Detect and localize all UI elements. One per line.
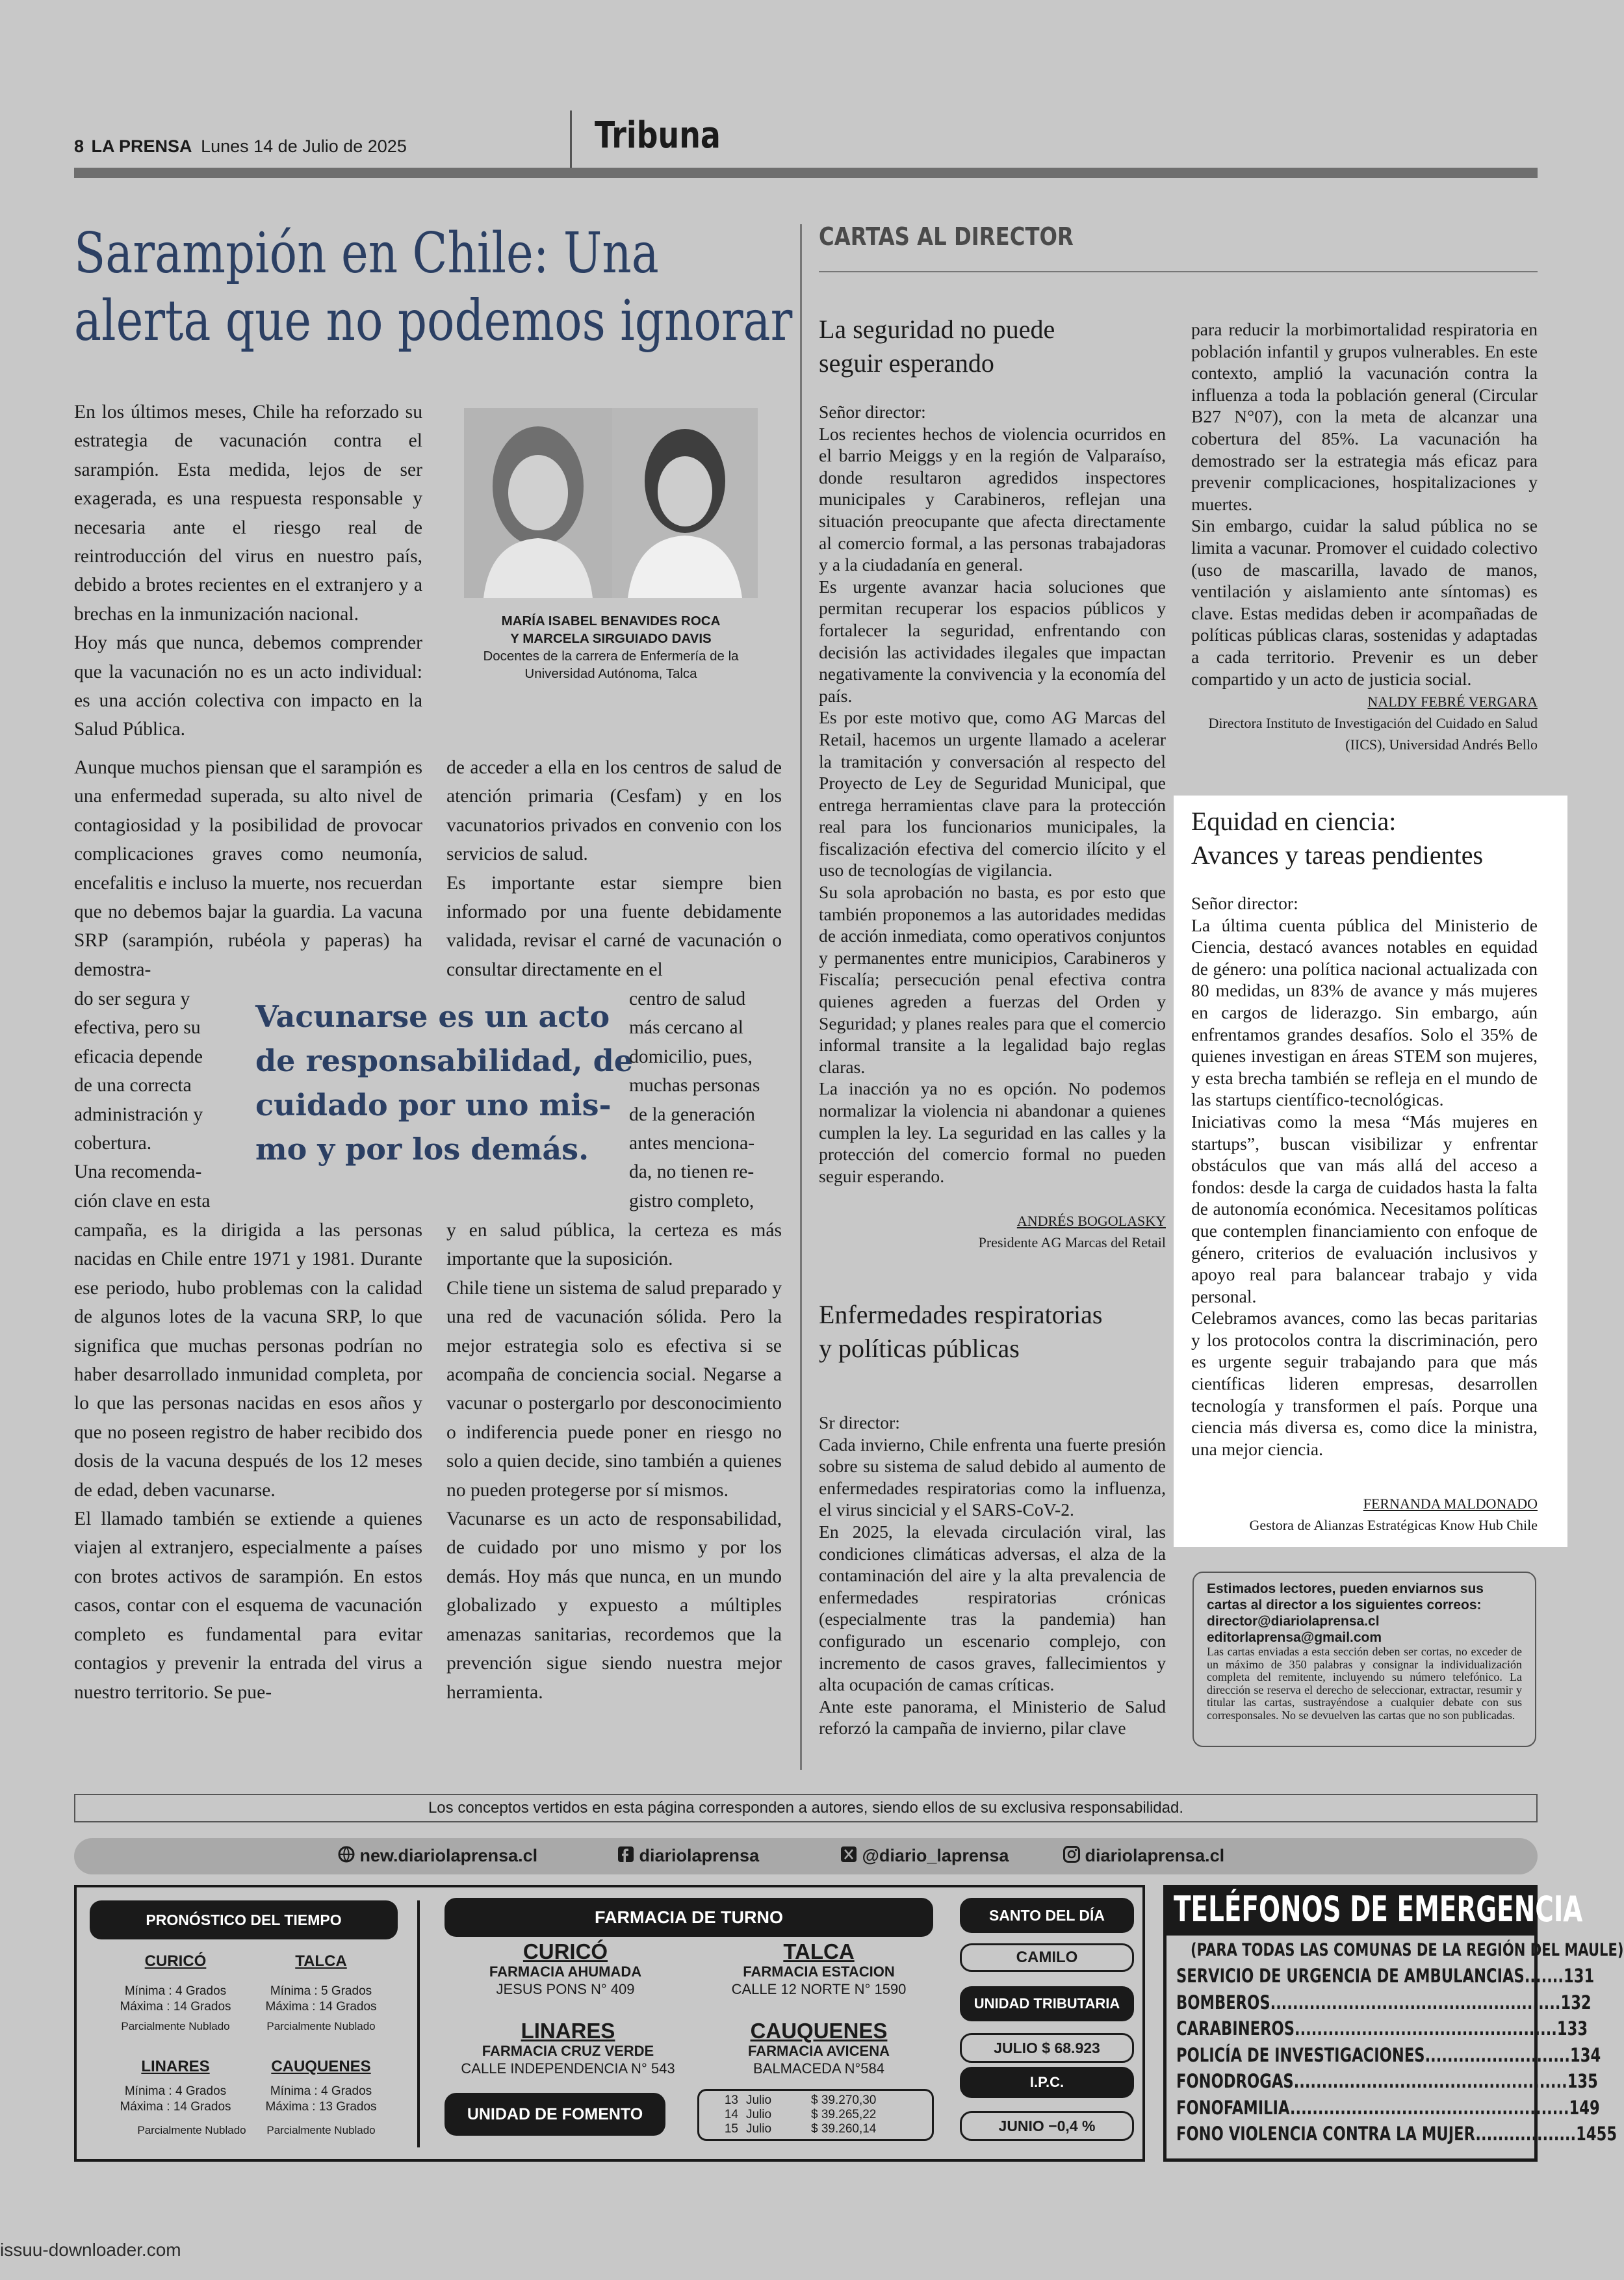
letter2-title-line2: y políticas públicas (819, 1334, 1020, 1363)
line: de la generación (629, 1104, 755, 1125)
emergency-name: SERVICIO DE URGENCIA DE AMBULANCIAS (1176, 1965, 1525, 1987)
ipc-value: JUNIO −0,4 % (960, 2111, 1134, 2141)
column-divider (800, 224, 802, 1770)
letter2-signature (1191, 691, 1538, 755)
letter3-signature (1191, 1493, 1538, 1536)
emergency-dots: .................................................... (1270, 1991, 1561, 2014)
letter3-title-line1: Equidad en ciencia: (1191, 807, 1397, 836)
facebook-icon (617, 1846, 634, 1867)
max-value: 14 Grados (318, 2000, 377, 2014)
article-title-line1: Sarampión en Chile: Una (74, 221, 659, 286)
emergency-name: BOMBEROS (1176, 1991, 1270, 2014)
letter3-body (1191, 892, 1538, 1460)
weather-city-linares (104, 2054, 247, 2138)
social-web-label: new.diariolaprensa.cl (359, 1846, 538, 1865)
watermark: issuu-downloader.com (0, 2240, 181, 2260)
authors-role-2: Universidad Autónoma, Talca (524, 666, 697, 681)
letters-section-title: CARTAS AL DIRECTOR (819, 222, 1074, 251)
min-value: 4 Grados (320, 2084, 372, 2098)
fomento-value: $ 39.265,22 (811, 2108, 877, 2121)
emergency-item (1176, 2015, 1588, 2042)
letter-salutation: Señor director: (1191, 893, 1298, 913)
article-wrap-left (74, 985, 227, 1215)
header-divider (570, 110, 572, 168)
paragraph: Sin embargo, cuidar la salud pública no se limita a vacunar. Promover el cuidado colectivo (uso de mascarilla, lavado de manos, ventilación y aislamiento ante síntomas) es clave. Estas medidas deben ir acompañadas de políticas públicas claras, sostenidas y adaptadas a cada territorio. Prevenir es un deber compartido y un acto de justicia social. (1191, 515, 1538, 689)
weather-city-curico (110, 1949, 240, 2034)
pull-quote-line: de responsabilidad, de (255, 1043, 634, 1078)
paragraph: Celebramos avances, como las becas paritarias y los protocolos contra la discriminación, pero es urgente seguir trabajando para que más científicas lideren empresas, desarrollen tecnología y transformen el país. Porque una ciencia más diversa es, como dice la ministra, una mejor ciencia. (1191, 1308, 1538, 1459)
paragraph: Aunque muchos piensan que el sarampión es una enfermedad superada, su alto nivel de contagiosidad y la posibilidad de provocar complicaciones graves como neumonía, encefalitis e incluso la muerte, nos recuerdan que no debemos bajar la guardia. La vacuna SRP (sarampión, rubéola y paperas) ha demostra- (74, 757, 422, 980)
emergency-number[interactable]: 135 (1567, 2070, 1598, 2092)
letter3-title (1191, 805, 1555, 872)
authors-role-1: Docentes de la carrera de Enfermería de la (483, 649, 739, 664)
emergency-dots: ................................................. (1293, 2070, 1567, 2092)
header-rule (74, 168, 1538, 178)
pharmacy-talca (708, 1941, 929, 1998)
max-value: 14 Grados (173, 2100, 231, 2114)
emergency-dots: ....... (1524, 1965, 1564, 1987)
weather-city-name: TALCA (295, 1952, 347, 1970)
emergency-dots: .................................................. (1289, 2096, 1569, 2119)
ipc-title: I.P.C. (960, 2067, 1134, 2098)
line: cobertura. (74, 1133, 152, 1154)
line: de una correcta (74, 1075, 192, 1096)
pharmacy-city: LINARES (521, 2019, 615, 2043)
pharmacy-name: FARMACIA AHUMADA (489, 1963, 642, 1980)
pharmacy-address: JESUS PONS N° 409 (496, 1981, 635, 1997)
emergency-subtitle: (PARA TODAS LAS COMUNAS DE LA REGIÓN DEL MAULE) (1191, 1940, 1624, 1960)
author-photo-1 (464, 408, 612, 598)
social-instagram-label: diariolaprensa.cl (1085, 1846, 1225, 1865)
page-number: 8 (74, 136, 84, 156)
letters-title-rule (819, 271, 1538, 272)
min-value: 4 Grados (175, 1984, 227, 1998)
paragraph: y en salud pública, la certeza es más importante que la suposición. (446, 1220, 782, 1270)
emergency-item (1176, 2121, 1618, 2147)
fomento-day: 15 (724, 2122, 738, 2136)
min-label: Mínima : (270, 1984, 318, 1998)
letter-salutation: Sr director: (819, 1412, 900, 1432)
fomento-value: $ 39.270,30 (811, 2093, 877, 2107)
paragraph: Iniciativas como la mesa “Más mujeres en startups”, buscan visibilizar y enfrentar obstáculos que van más allá del acceso a fondos: desde la carga de cuidados hasta la falta de autonomía económica. Necesitamos políticas que contemplen financiamiento con enfoque de género, criterios de evaluación inclusivos y apoyo real para balancear trabajo y vida personal. (1191, 1111, 1538, 1306)
paragraph: La última cuenta pública del Ministerio de Ciencia, destacó avances notables en equidad de género: una política nacional actualizada con 80 medidas, un 83% de avance y más mujeres en cargos de liderazgo. Sin embargo, aún enfrentamos grandes desafíos. Solo el 35% de quienes investigan en áreas STEM son mujeres, y esta brecha también se refleja en el mundo de las startups científico-tecnológicas. (1191, 914, 1538, 1110)
letter1-signature (819, 1210, 1166, 1253)
services-divider (417, 1900, 420, 2147)
pharmacy-name: FARMACIA ESTACION (743, 1963, 895, 1980)
signature-name: ANDRÉS BOGOLASKY (1016, 1213, 1166, 1229)
fomento-row (699, 2122, 932, 2136)
line: antes menciona- (629, 1133, 755, 1154)
pharmacy-address: CALLE INDEPENDENCIA N° 543 (461, 2060, 675, 2077)
social-x[interactable] (840, 1846, 1009, 1867)
emergency-item (1176, 1963, 1595, 1989)
weather-desc: Parcialmente Nublado (266, 2124, 376, 2136)
authors-name-1: MARÍA ISABEL BENAVIDES ROCA (501, 614, 721, 628)
letter1-title-line1: La seguridad no puede (819, 315, 1055, 344)
max-label: Máxima : (265, 2000, 316, 2014)
santo-name: CAMILO (960, 1943, 1134, 1972)
paragraph: de acceder a ella en los centros de salud de atención primaria (Cesfam) y en los vacunatorios privados en convenio con los servicios de salud. (446, 757, 782, 865)
pharmacy-name: FARMACIA CRUZ VERDE (482, 2043, 654, 2059)
notice-intro: Estimados lectores, pueden enviarnos sus cartas al director a los siguientes correos: (1207, 1581, 1484, 1613)
disclaimer-text: Los conceptos vertidos en esta página corresponden a autores, siendo ellos de su exclusiva responsabilidad. (428, 1799, 1184, 1817)
line: do ser segura y (74, 989, 190, 1009)
notice-email-2[interactable]: editorlaprensa@gmail.com (1207, 1630, 1382, 1645)
emergency-name: FONODROGAS (1176, 2070, 1294, 2092)
emergency-name: FONO VIOLENCIA CONTRA LA MUJER (1176, 2123, 1476, 2145)
page-header (74, 136, 407, 157)
pharmacy-curico (455, 1941, 676, 1998)
fomento-table (697, 2089, 934, 2141)
weather-desc: Parcialmente Nublado (266, 2020, 376, 2032)
pharmacy-city: CURICÓ (522, 1939, 608, 1963)
pharmacy-name: FARMACIA AVICENA (748, 2043, 890, 2059)
fomento-month: Julio (746, 2122, 772, 2136)
line: administración y (74, 1104, 203, 1125)
min-value: 4 Grados (175, 2084, 227, 2098)
paragraph: En los últimos meses, Chile ha reforzado su estrategia de vacunación contra el sarampión. Esta medida, lejos de ser exagerada, es una respuesta responsable y necesaria ante el riesgo real de reintroducción del virus en nuestro país, debido a brotes recientes en el extranjero y a brechas en la inmunización nacional. (74, 402, 422, 625)
pharmacy-cauquenes (708, 2020, 929, 2077)
emergency-number[interactable]: 134 (1569, 2043, 1601, 2066)
pharmacy-address: CALLE 12 NORTE N° 1590 (731, 1981, 907, 1997)
disclaimer-box (74, 1794, 1538, 1822)
tributaria-value: JULIO $ 68.923 (960, 2033, 1134, 2063)
emergency-item (1176, 2042, 1601, 2069)
line: más cercano al (629, 1017, 743, 1039)
paragraph: La inacción ya no es opción. No podemos normalizar la violencia ni abandonar a quienes cumplen la ley. La seguridad en las calles y la protección del comercio formal no pueden seguir esperando. (819, 1078, 1166, 1186)
instagram-icon (1063, 1846, 1080, 1867)
social-x-label: @diario_laprensa (862, 1846, 1009, 1865)
pharmacy-title: FARMACIA DE TURNO (445, 1898, 933, 1937)
emergency-title: TELÉFONOS DE EMERGENCIA (1174, 1889, 1583, 1930)
weather-city-cauquenes (250, 2054, 393, 2138)
emergency-number[interactable]: 131 (1563, 1965, 1595, 1987)
social-facebook-label: diariolaprensa (639, 1846, 760, 1865)
paragraph: para reducir la morbimortalidad respiratoria en población infantil y grupos vulnerables. En este contexto, amplió la vacunación contra la influenza a toda la población general (Circular B27 N°07), con la meta de alcanzar una cobertura del 85%. La vacunación ha demostrado ser la estrategia más eficaz para prevenir complicaciones, hospitalizaciones y muertes. (1191, 319, 1538, 514)
social-instagram[interactable] (1063, 1846, 1224, 1867)
letter1-title-line2: seguir esperando (819, 348, 994, 378)
max-label: Máxima : (120, 2100, 170, 2114)
article-col1-top (74, 398, 422, 744)
letter2-title-line1: Enfermedades respiratorias (819, 1300, 1103, 1329)
paragraph: Vacunarse es un acto de responsabilidad, de cuidado por uno mismo y por los demás. Hoy más que nunca, en un mundo globalizado y expuesto a múltiples amenazas sanitarias, recordemos que la prevención sigue siendo nuestra mejor herramienta. (446, 1509, 782, 1703)
letter-salutation: Señor director: (819, 402, 926, 422)
paragraph: Los recientes hechos de violencia ocurridos en el barrio Meiggs y en la región de Valparaíso, donde resultaron agredidos inspectores municipales y Carabineros, reflejan una situación preocupante que afecta directamente al comercio formal, a las personas trabajadoras y a la ciudadanía en general. (819, 423, 1166, 575)
weather-title: PRONÓSTICO DEL TIEMPO (90, 1900, 398, 1939)
emergency-dots: .......................... (1424, 2043, 1570, 2066)
fomento-month: Julio (746, 2108, 772, 2121)
article-col2-mid (446, 753, 782, 984)
signature-role: Presidente AG Marcas del Retail (978, 1234, 1166, 1250)
signature-role: Directora Instituto de Investigación del Cuidado en Salud (1208, 715, 1538, 731)
letter1-body (819, 401, 1166, 1187)
emergency-name: FONOFAMILIA (1176, 2096, 1290, 2119)
emergency-name: POLICÍA DE INVESTIGACIONES (1176, 2043, 1425, 2066)
notice-rules: Las cartas enviadas a esta sección deben ser cortas, no exceder de un máximo de 350 palabras y consignar la individualización completa del remitente, incluyendo su número telefónico. La dirección se reserva el derecho de seleccionar, extractar, resumir y titular las cartas, sustrayéndose a cualquier debate con sus corresponsales. No se devuelven las cartas que no son publicadas. (1207, 1645, 1522, 1722)
min-label: Mínima : (124, 2084, 172, 2098)
paragraph: campaña, es la dirigida a las personas nacidas en Chile entre 1971 y 1981. Durante ese periodo, hubo problemas con la calidad de algunos lotes de la vacuna SRP, lo que significa que muchas personas podrían no haber desarrollado inmunidad completa, por lo que las personas nacidas en esos años y que no poseen registro de haber recibido dos dosis de la vacuna después de los 12 meses de edad, deben vacunarse. (74, 1220, 422, 1501)
tributaria-title: UNIDAD TRIBUTARIA (960, 1986, 1134, 2021)
pharmacy-address: BALMACEDA N°584 (753, 2060, 884, 2077)
globe-icon (338, 1846, 355, 1867)
santo-title: SANTO DEL DÍA (960, 1898, 1134, 1933)
signature-name: NALDY FEBRÉ VERGARA (1367, 693, 1538, 710)
max-value: 14 Grados (173, 2000, 231, 2014)
max-value: 13 Grados (318, 2100, 377, 2114)
fomento-row (699, 2093, 932, 2108)
paragraph: En 2025, la elevada circulación viral, las condiciones climáticas adversas, el alza de la contaminación del aire y la alta prevalencia de enfermedades respiratorias crónicas (especialmente tras la pandemia) han configurado un escenario complejo, con incremento de casos graves, fallecimientos y alta ocupación de camas críticas. (819, 1521, 1166, 1695)
paragraph: El llamado también se extiende a quienes viajen al extranjero, especialmente a países con brotes activos de sarampión. En estos casos, contar con el esquema de vacunación completo es fundamental para evitar contagios y prevenir la entrada del virus a nuestro territorio. Se pue- (74, 1509, 422, 1703)
emergency-item (1176, 1989, 1592, 2016)
paragraph: Es importante estar siempre bien informado por una fuente debidamente validada, revisar el carné de vacunación o consultar directamente en el (446, 872, 782, 980)
x-icon (840, 1846, 857, 1867)
weather-desc: Parcialmente Nublado (121, 2020, 230, 2032)
paragraph: Su sola aprobación no basta, es por esto que también proponemos a las autoridades medidas de acción inmediata, como operativos conjuntos y permanentes entre municipios, Carabineros y Fiscalía; persecución penal efectiva contra quienes agreden a fuerzas del Orden y Seguridad; y planes reales para que el comercio informal transite a la legalidad bajo reglas claras. (819, 882, 1166, 1077)
article-title (74, 220, 792, 355)
paragraph: Cada invierno, Chile enfrenta una fuerte presión sobre su sistema de salud debido al aumento de enfermedades respiratorias como la influenza, el virus sincicial y el SARS-CoV-2. (819, 1434, 1166, 1520)
authors-name-2: Y MARCELA SIRGUIADO DAVIS (510, 631, 712, 646)
letter1-title (819, 313, 1157, 380)
fomento-day: 14 (724, 2108, 738, 2121)
paragraph: Hoy más que nunca, debemos comprender que la vacunación no es un acto individual: es una acción colectiva con impacto en la Salud Pública. (74, 632, 422, 740)
social-web[interactable] (338, 1846, 537, 1867)
letter3-title-line2: Avances y tareas pendientes (1191, 840, 1484, 870)
notice-email-1[interactable]: director@diariolaprensa.cl (1207, 1614, 1380, 1629)
signature-name: FERNANDA MALDONADO (1363, 1496, 1538, 1512)
pull-quote-line: mo y por los demás. (255, 1132, 589, 1167)
min-label: Mínima : (270, 2084, 318, 2098)
emergency-name: CARABINEROS (1176, 2017, 1295, 2040)
header-date: Lunes 14 de Julio de 2025 (201, 136, 407, 156)
emergency-item (1176, 2068, 1598, 2095)
weather-city-talca (250, 1949, 393, 2034)
article-title-line2: alerta que no podemos ignorar (74, 289, 793, 354)
fomento-title: UNIDAD DE FOMENTO (445, 2093, 665, 2136)
line: ción clave en esta (74, 1190, 211, 1211)
emergency-dots: ............................................... (1295, 2017, 1557, 2040)
emergency-number[interactable]: 133 (1556, 2017, 1588, 2040)
paragraph: Ante este panorama, el Ministerio de Salud reforzó la campaña de invierno, pilar clave (819, 1696, 1166, 1739)
emergency-list (1176, 1963, 1618, 2147)
signature-role: (IICS), Universidad Andrés Bello (1345, 736, 1538, 753)
line: eficacia depende (74, 1046, 203, 1067)
author-credit (455, 612, 767, 682)
line: muchas personas (629, 1075, 760, 1096)
pull-quote (255, 994, 634, 1171)
fomento-day: 13 (724, 2093, 738, 2107)
author-photo-2 (612, 408, 758, 598)
emergency-number[interactable]: 1455 (1576, 2123, 1618, 2145)
pharmacy-city: TALCA (783, 1939, 855, 1963)
signature-role: Gestora de Alianzas Estratégicas Know Hub Chile (1249, 1517, 1538, 1533)
paragraph: Chile tiene un sistema de salud preparado y una red de vacunación sólida. Pero la mejor estrategia solo es efectiva si se acompaña de conciencia social. Negarse a vacunar o postergarlo por desconocimiento o indiferencia puede poner en riesgo no solo a quien decide, sino también a quienes no pueden protegerse por sí mismos. (446, 1277, 782, 1501)
pull-quote-line: Vacunarse es un acto (255, 999, 610, 1034)
pull-quote-line: cuidado por uno mis- (255, 1087, 612, 1122)
min-label: Mínima : (124, 1984, 172, 1998)
pharmacy-city: CAUQUENES (750, 2019, 888, 2043)
emergency-item (1176, 2095, 1600, 2121)
emergency-dots: .................. (1475, 2123, 1577, 2145)
min-value: 5 Grados (320, 1984, 372, 1998)
line: centro de salud (629, 989, 746, 1009)
social-bar (74, 1838, 1538, 1874)
line: Una recomenda- (74, 1161, 202, 1183)
article-col1-bottom (74, 1216, 422, 1707)
line: gistro completo, (629, 1190, 754, 1211)
line: domicilio, pues, (629, 1046, 753, 1067)
letter2-continuation (1191, 318, 1538, 690)
letter2-title (819, 1298, 1183, 1366)
article-col2-bottom (446, 1216, 782, 1707)
fomento-row (699, 2108, 932, 2122)
paper-name: LA PRENSA (91, 136, 192, 156)
emergency-number[interactable]: 132 (1560, 1991, 1592, 2014)
line: efectiva, pero su (74, 1017, 201, 1039)
article-wrap-right (629, 985, 782, 1215)
fomento-month: Julio (746, 2093, 772, 2107)
line: da, no tienen re- (629, 1161, 754, 1183)
weather-desc: Parcialmente Nublado (137, 2124, 246, 2136)
weather-city-name: CAUQUENES (271, 2058, 371, 2075)
section-title: Tribuna (595, 114, 721, 157)
pharmacy-linares (451, 2020, 685, 2077)
paragraph: Es urgente avanzar hacia soluciones que permitan recuperar los espacios públicos y fortalecer la seguridad, enfrentando con decisión las actividades ilegales que impactan negativamente la convivencia y la economía del país. (819, 576, 1166, 706)
social-facebook[interactable] (617, 1846, 759, 1867)
max-label: Máxima : (120, 2000, 170, 2014)
weather-city-name: LINARES (141, 2058, 210, 2075)
letters-notice-box (1192, 1572, 1536, 1747)
max-label: Máxima : (265, 2100, 316, 2114)
paragraph: Es por este motivo que, como AG Marcas del Retail, hacemos un urgente llamado a acelerar la tramitación y conversación al respecto del Proyecto de Ley de Seguridad Municipal, que entrega herramientas clave para la protección real para los funcionarios municipales, la fiscalización efectiva del comercio ilícito y el uso de tecnologías de vigilancia. (819, 707, 1166, 881)
weather-city-name: CURICÓ (144, 1952, 207, 1970)
letter2-body (819, 1412, 1166, 1739)
emergency-number[interactable]: 149 (1569, 2096, 1600, 2119)
article-col1-mid (74, 753, 422, 984)
fomento-value: $ 39.260,14 (811, 2122, 877, 2136)
